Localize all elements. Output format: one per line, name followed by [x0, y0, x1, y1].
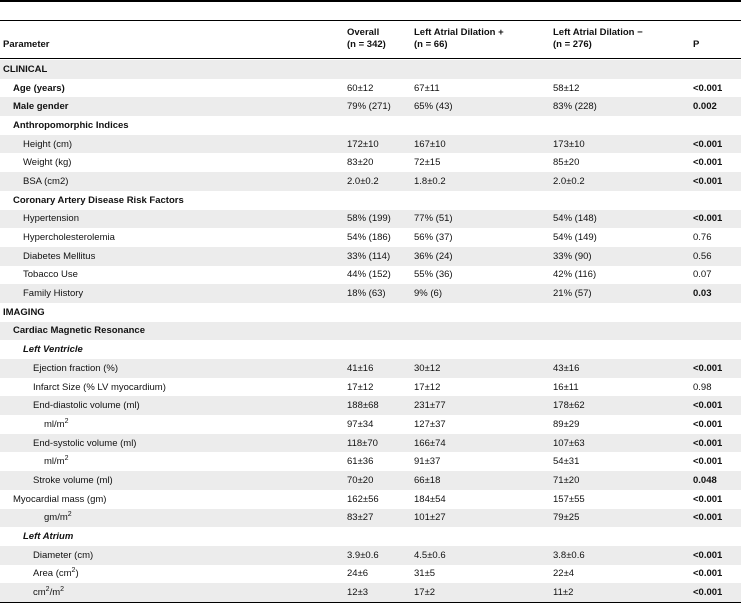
row-label-text: ml/m — [44, 418, 65, 430]
table-row — [0, 583, 741, 602]
cell-p-value — [693, 60, 741, 79]
cell-la-dilation-minus — [553, 527, 693, 546]
cell-overall: 3.9±0.6 — [347, 546, 414, 565]
header-minus-title: Left Atrial Dilation − — [553, 27, 643, 38]
cell-la-dilation-minus: 16±11 — [553, 381, 579, 393]
table-row — [0, 378, 741, 397]
cell-la-dilation-plus — [414, 340, 553, 359]
row-label — [0, 527, 347, 546]
cell-p-value: <0.001 — [693, 172, 741, 191]
row-label — [0, 266, 347, 285]
row-label-text: Hypercholesterolemia — [23, 232, 115, 244]
cell-la-dilation-minus: 83% (228) — [553, 97, 693, 116]
cell-la-dilation-minus: 2.0±0.2 — [553, 172, 693, 191]
cell-p-value: <0.001 — [693, 82, 723, 94]
cell-overall — [347, 340, 414, 359]
row-label-text: BSA (cm2) — [23, 175, 69, 187]
cell-la-dilation-minus — [553, 191, 693, 210]
cell-la-dilation-plus: 167±10 — [414, 135, 553, 154]
table-row — [0, 284, 741, 303]
header-la-dilation-plus — [414, 27, 504, 51]
header-minus-n: (n = 276) — [553, 39, 592, 50]
row-label — [0, 172, 347, 191]
cell-p-value: <0.001 — [693, 434, 741, 453]
cell-la-dilation-minus: 11±2 — [553, 583, 693, 602]
row-label — [0, 135, 347, 154]
row-label — [0, 359, 347, 378]
row-label-text: Stroke volume (ml) — [33, 474, 113, 486]
cell-la-dilation-plus: 72±15 — [414, 157, 441, 169]
row-label — [0, 378, 347, 397]
cell-overall: 79% (271) — [347, 97, 414, 116]
row-label-text: Ejection fraction (%) — [33, 362, 119, 374]
cell-p-value — [693, 116, 741, 135]
cell-la-dilation-plus: 77% (51) — [414, 210, 553, 229]
row-label — [0, 247, 347, 266]
row-label-text: Left Atrium — [23, 531, 74, 543]
table-row — [0, 135, 741, 154]
cell-overall: 61±36 — [347, 456, 374, 468]
header-overall — [347, 27, 386, 51]
cell-la-dilation-minus: 79±25 — [553, 509, 693, 528]
table-row — [0, 116, 741, 135]
row-label-text: Weight (kg) — [23, 157, 72, 169]
cell-overall: 17±12 — [347, 381, 374, 393]
cell-overall — [347, 322, 414, 341]
header-parameter: Parameter — [3, 39, 50, 50]
cell-la-dilation-plus: 36% (24) — [414, 247, 553, 266]
cell-p-value — [693, 322, 741, 341]
table-row — [0, 490, 741, 509]
row-label — [0, 303, 347, 322]
cell-la-dilation-plus: 67±11 — [414, 82, 440, 94]
row-label — [0, 284, 347, 303]
table-row — [0, 60, 741, 79]
row-label — [0, 583, 347, 602]
cell-la-dilation-plus — [414, 60, 553, 79]
table-row — [0, 303, 741, 322]
cell-overall: 18% (63) — [347, 284, 414, 303]
row-label-text: Tobacco Use — [23, 269, 78, 281]
row-label-text: IMAGING — [3, 306, 45, 318]
cell-overall: 97±34 — [347, 418, 374, 430]
row-label — [0, 452, 347, 471]
superscript: 2 — [64, 455, 69, 463]
cell-overall: 83±27 — [347, 509, 414, 528]
cell-overall — [347, 60, 414, 79]
cell-p-value: <0.001 — [693, 493, 723, 505]
row-label — [0, 434, 347, 453]
row-label — [0, 228, 347, 247]
row-label-text: Anthropomorphic Indices — [13, 119, 129, 131]
header-bottom-rule — [0, 58, 741, 59]
header-plus-title: Left Atrial Dilation + — [414, 27, 504, 38]
cell-la-dilation-plus: 9% (6) — [414, 284, 553, 303]
row-label — [0, 396, 347, 415]
cell-overall: 54% (186) — [347, 232, 391, 244]
cell-p-value: <0.001 — [693, 418, 723, 430]
cell-overall: 172±10 — [347, 135, 414, 154]
row-label-text: End-diastolic volume (ml) — [33, 400, 140, 412]
cell-la-dilation-plus: 166±74 — [414, 434, 553, 453]
row-label — [0, 565, 347, 584]
header-overall-n: (n = 342) — [347, 39, 386, 50]
cell-p-value: <0.001 — [693, 568, 723, 580]
row-label-text: Diameter (cm) — [33, 549, 94, 561]
row-label-text: Coronary Artery Disease Risk Factors — [13, 194, 184, 206]
cell-p-value: <0.001 — [693, 210, 741, 229]
cell-p-value — [693, 340, 741, 359]
label-suffix: ) — [75, 568, 79, 580]
row-label-text: Myocardial mass (gm) — [13, 493, 107, 505]
row-label-text: Area (cm — [33, 568, 72, 580]
superscript: 2 — [45, 585, 50, 593]
superscript: 2 — [64, 417, 69, 425]
row-label-text: gm/m — [44, 512, 68, 524]
table-row — [0, 172, 741, 191]
cell-la-dilation-minus: 42% (116) — [553, 269, 597, 281]
cell-la-dilation-plus: 184±54 — [414, 493, 446, 505]
cell-p-value: <0.001 — [693, 509, 741, 528]
cell-p-value: <0.001 — [693, 359, 741, 378]
cell-overall: 58% (199) — [347, 210, 414, 229]
cell-la-dilation-plus: 55% (36) — [414, 269, 453, 281]
cell-la-dilation-plus: 1.8±0.2 — [414, 172, 553, 191]
cell-la-dilation-minus — [553, 60, 693, 79]
cell-p-value — [693, 191, 741, 210]
cell-la-dilation-plus: 4.5±0.6 — [414, 546, 553, 565]
row-label-text: Left Ventricle — [23, 344, 83, 356]
top-rule — [0, 0, 741, 2]
cell-overall: 12±3 — [347, 583, 414, 602]
cell-la-dilation-minus — [553, 303, 693, 322]
cell-la-dilation-plus — [414, 322, 553, 341]
table-body — [0, 60, 741, 602]
cell-la-dilation-minus: 58±12 — [553, 82, 580, 94]
cell-p-value: <0.001 — [693, 396, 741, 415]
cell-overall: 162±56 — [347, 493, 379, 505]
table-row — [0, 322, 741, 341]
table-row — [0, 527, 741, 546]
row-label — [0, 79, 347, 98]
table-row — [0, 509, 741, 528]
cell-la-dilation-plus: 91±37 — [414, 456, 441, 468]
header-plus-n: (n = 66) — [414, 39, 448, 50]
table-row — [0, 546, 741, 565]
row-label-text: cm — [33, 587, 46, 599]
cell-la-dilation-minus: 3.8±0.6 — [553, 546, 693, 565]
cell-la-dilation-plus: 66±18 — [414, 471, 553, 490]
row-label-text: CLINICAL — [3, 63, 48, 75]
table-row — [0, 153, 741, 172]
cell-la-dilation-minus — [553, 116, 693, 135]
cell-p-value: <0.001 — [693, 135, 741, 154]
cell-la-dilation-minus: 22±4 — [553, 568, 575, 580]
cell-overall — [347, 303, 414, 322]
cell-p-value: <0.001 — [693, 157, 723, 169]
table-row — [0, 210, 741, 229]
cell-overall: 2.0±0.2 — [347, 172, 414, 191]
table-row — [0, 359, 741, 378]
cell-la-dilation-plus — [414, 527, 553, 546]
table-row — [0, 79, 741, 98]
cell-overall: 60±12 — [347, 82, 374, 94]
superscript: 2 — [60, 585, 65, 593]
row-label — [0, 509, 347, 528]
row-label-text: Infarct Size (% LV myocardium) — [33, 381, 166, 393]
row-label-text: Age (years) — [13, 82, 65, 94]
cell-p-value: 0.98 — [693, 381, 712, 393]
row-label — [0, 490, 347, 509]
row-label — [0, 97, 347, 116]
cell-overall: 44% (152) — [347, 269, 391, 281]
row-label-text: Family History — [23, 288, 84, 300]
cell-la-dilation-minus: 54% (148) — [553, 210, 693, 229]
cell-la-dilation-plus: 30±12 — [414, 359, 553, 378]
table-row — [0, 97, 741, 116]
cell-la-dilation-plus: 101±27 — [414, 509, 553, 528]
row-label — [0, 60, 347, 79]
cell-la-dilation-minus: 89±29 — [553, 418, 580, 430]
table-row — [0, 565, 741, 584]
cell-la-dilation-plus: 17±2 — [414, 583, 553, 602]
cell-la-dilation-minus: 178±62 — [553, 396, 693, 415]
table-row — [0, 340, 741, 359]
row-label — [0, 415, 347, 434]
cell-la-dilation-minus — [553, 340, 693, 359]
row-label — [0, 340, 347, 359]
cell-la-dilation-minus — [553, 322, 693, 341]
row-label — [0, 546, 347, 565]
row-label-text: Diabetes Mellitus — [23, 250, 96, 262]
table-row — [0, 471, 741, 490]
cell-la-dilation-minus: 157±55 — [553, 493, 585, 505]
row-label — [0, 116, 347, 135]
cell-overall — [347, 527, 414, 546]
cell-overall: 118±70 — [347, 434, 414, 453]
row-label — [0, 153, 347, 172]
cell-overall: 24±6 — [347, 568, 369, 580]
cell-overall: 70±20 — [347, 471, 414, 490]
cell-p-value: 0.56 — [693, 247, 741, 266]
cell-la-dilation-minus: 107±63 — [553, 434, 693, 453]
superscript: 2 — [71, 567, 76, 575]
label-suffix: /m — [49, 587, 61, 599]
cell-p-value: 0.03 — [693, 284, 741, 303]
cell-la-dilation-plus: 31±5 — [414, 568, 436, 580]
cell-p-value — [693, 303, 741, 322]
cell-la-dilation-minus: 173±10 — [553, 135, 693, 154]
cell-p-value: <0.001 — [693, 583, 741, 602]
cell-overall: 188±68 — [347, 396, 414, 415]
cell-p-value: 0.048 — [693, 471, 741, 490]
cell-p-value: 0.002 — [693, 97, 741, 116]
cell-p-value — [693, 527, 741, 546]
cell-la-dilation-plus — [414, 303, 553, 322]
table-row — [0, 415, 741, 434]
cell-la-dilation-plus: 65% (43) — [414, 97, 553, 116]
cell-la-dilation-minus: 71±20 — [553, 471, 693, 490]
cell-la-dilation-plus: 231±77 — [414, 396, 553, 415]
table-row — [0, 396, 741, 415]
table-row — [0, 266, 741, 285]
header-p: P — [693, 39, 700, 50]
table-row — [0, 247, 741, 266]
table-row — [0, 228, 741, 247]
table-row — [0, 434, 741, 453]
cell-la-dilation-plus — [414, 191, 553, 210]
data-table — [0, 60, 741, 603]
table-header — [0, 21, 741, 57]
cell-la-dilation-minus: 43±16 — [553, 359, 693, 378]
row-label — [0, 191, 347, 210]
cell-la-dilation-plus — [414, 116, 553, 135]
table-row — [0, 191, 741, 210]
cell-la-dilation-minus: 33% (90) — [553, 247, 693, 266]
cell-la-dilation-plus: 17±12 — [414, 381, 441, 393]
row-label-text: End-systolic volume (ml) — [33, 437, 137, 449]
row-label-text: ml/m — [44, 456, 65, 468]
row-label-text: Hypertension — [23, 213, 79, 225]
row-label-text: Height (cm) — [23, 138, 73, 150]
cell-p-value: 0.07 — [693, 269, 712, 281]
table-row — [0, 452, 741, 471]
cell-overall: 33% (114) — [347, 247, 414, 266]
cell-la-dilation-minus: 54±31 — [553, 456, 580, 468]
cell-p-value: <0.001 — [693, 456, 723, 468]
cell-p-value: 0.76 — [693, 232, 712, 244]
cell-p-value: <0.001 — [693, 546, 741, 565]
row-label — [0, 471, 347, 490]
row-label-text: Male gender — [13, 101, 69, 113]
cell-la-dilation-plus: 56% (37) — [414, 232, 453, 244]
header-la-dilation-minus — [553, 27, 643, 51]
cell-la-dilation-minus: 85±20 — [553, 157, 580, 169]
row-label — [0, 322, 347, 341]
cell-la-dilation-minus: 21% (57) — [553, 284, 693, 303]
row-label-text: Cardiac Magnetic Resonance — [13, 325, 145, 337]
cell-overall — [347, 191, 414, 210]
cell-la-dilation-plus: 127±37 — [414, 418, 446, 430]
cell-overall — [347, 116, 414, 135]
header-overall-title: Overall — [347, 27, 380, 38]
cell-la-dilation-minus: 54% (149) — [553, 232, 597, 244]
row-label — [0, 210, 347, 229]
cell-overall: 83±20 — [347, 157, 374, 169]
cell-overall: 41±16 — [347, 359, 414, 378]
superscript: 2 — [67, 511, 72, 519]
